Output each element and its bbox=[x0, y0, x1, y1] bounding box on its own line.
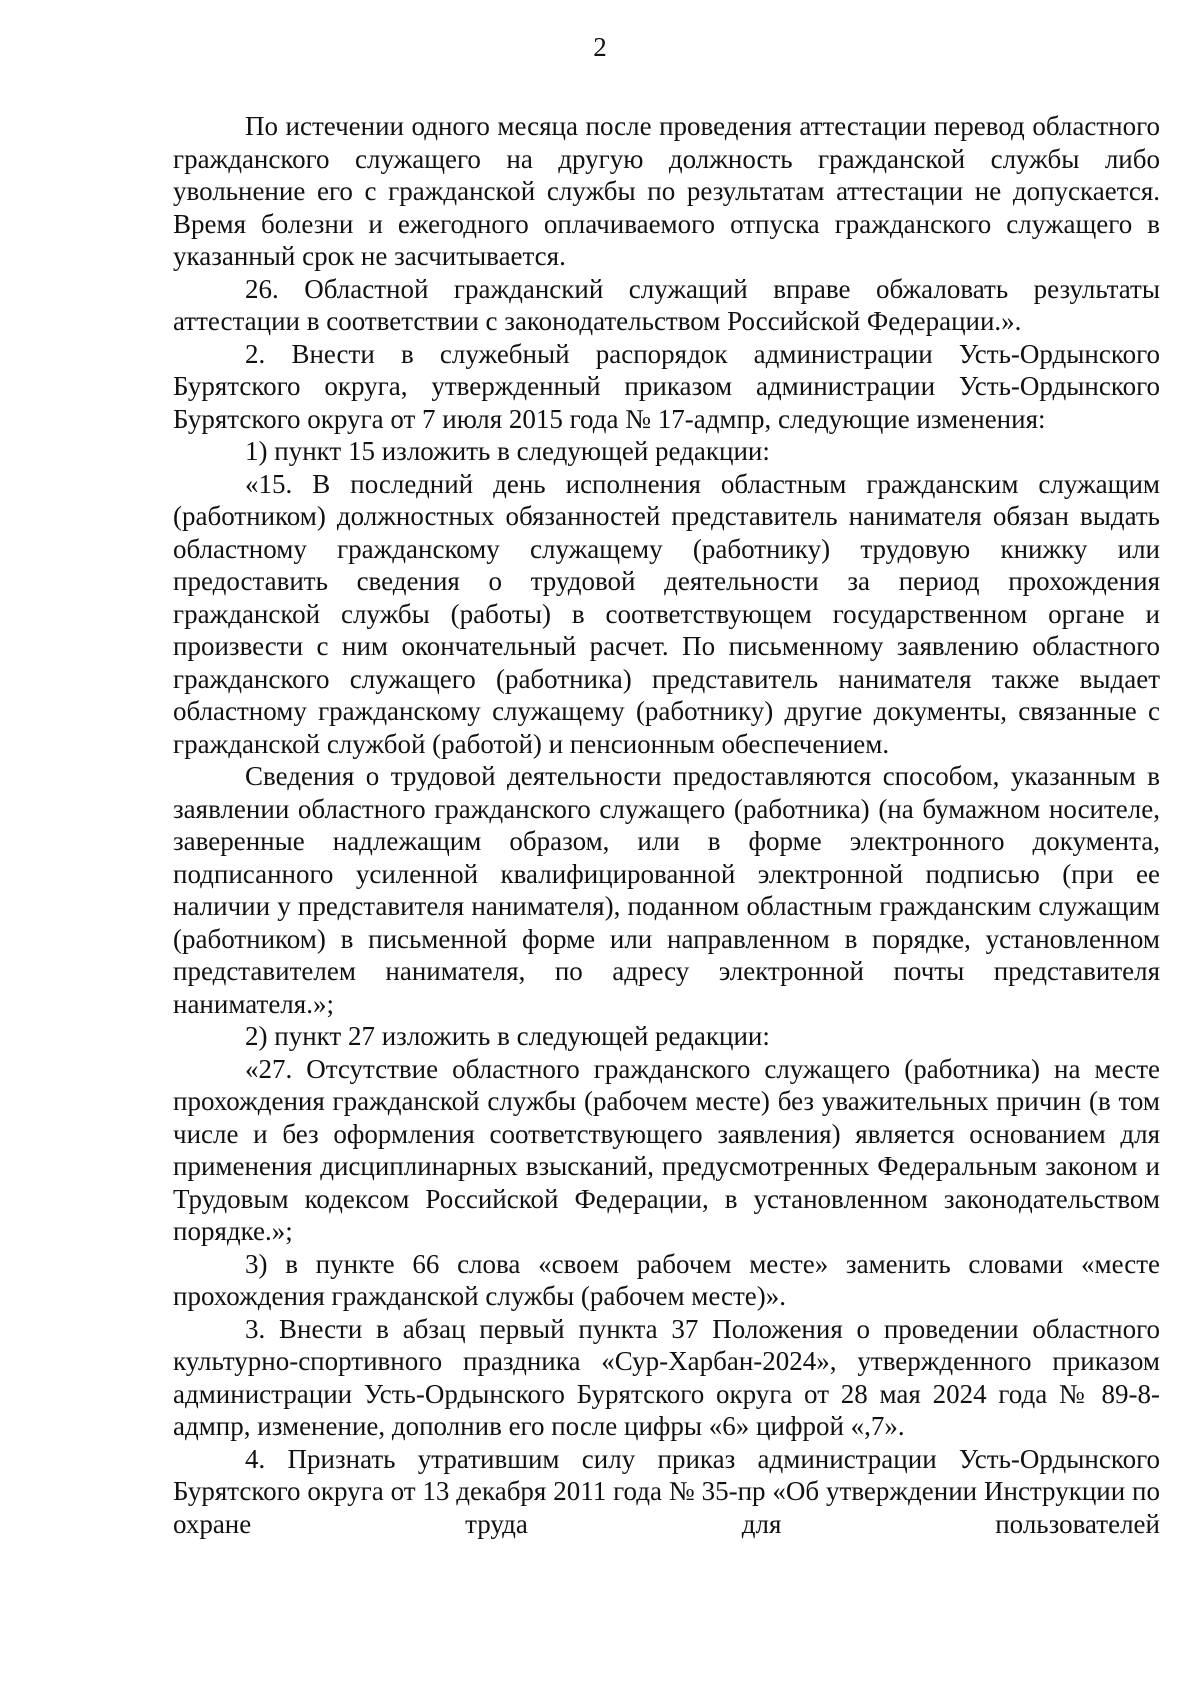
paragraph-clause-15: «15. В последний день исполнения областным гражданским служащим (работником) должностных обязанностей представитель нанимателя обязан выдать областному гражданскому служащему (работнику) трудовую книжку или предоставить сведения о трудовой деятельности за период прохождения гражданской службы (работы) в соответствующем государственном органе и произвести с ним окончательный расчет. По письменному заявлению областного гражданского служащего (работника) представитель нанимателя также выдает областному гражданскому служащему (работнику) другие документы, связанные с гражданской службой (работой) и пенсионным обеспечением. bbox=[173, 468, 1160, 759]
paragraph-subitem-1: 1) пункт 15 изложить в следующей редакции: bbox=[245, 436, 770, 466]
paragraph-clause-27: «27. Отсутствие областного гражданского служащего (работника) на месте прохождения гражданской службы (рабочем месте) без уважительных причин (в том числе и без оформления соответствующего заявления) является основанием для применения дисциплинарных взысканий, предусмотренных Федеральным законом и Трудовым кодексом Российской Федерации, в установленном законодательством порядке.»; bbox=[173, 1053, 1160, 1246]
paragraph-attestation-transfer: По истечении одного месяца после проведения аттестации перевод областного гражданского служащего на другую должность гражданской службы либо увольнение его с гражданской службы по результатам аттестации не допускается. Время болезни и ежегодного оплачиваемого отпуска гражданского служащего в указанный срок не засчитывается. bbox=[173, 111, 1160, 271]
page-number: 2 bbox=[593, 32, 607, 62]
paragraph-item-4-repeal: 4. Признать утратившим силу приказ администрации Усть-Ордынского Бурятского округа от 13 декабря 2011 года № 35-пр «Об утверждении Инструкции по охране труда для пользователей bbox=[173, 1443, 1160, 1539]
paragraph-item-2-service-rules: 2. Внести в служебный распорядок администрации Усть-Ордынского Бурятского округа, утвержденный приказом администрации Усть-Ордынского Бурятского округа от 7 июля 2015 года № 17-адмпр, следующие изменения: bbox=[173, 338, 1160, 434]
paragraph-subitem-2: 2) пункт 27 изложить в следующей редакции: bbox=[245, 1021, 770, 1051]
document-body bbox=[173, 110, 1160, 1540]
paragraph-work-info: Сведения о трудовой деятельности предоставляются способом, указанным в заявлении областного гражданского служащего (работника) (на бумажном носителе, заверенные надлежащим образом, или в форме электронного документа, подписанного усиленной квалифицированной электронной подписью (при ее наличии у представителя нанимателя), поданном областным гражданским служащим (работником) в письменной форме или направленном в порядке, установленном представителем нанимателя, по адресу электронной почты представителя нанимателя.»; bbox=[173, 761, 1160, 1019]
paragraph-subitem-3: 3) в пункте 66 слова «своем рабочем месте» заменить словами «месте прохождения гражданской службы (рабочем месте)». bbox=[173, 1248, 1160, 1311]
paragraph-item-3-festival: 3. Внести в абзац первый пункта 37 Положения о проведении областного культурно-спортивного праздника «Сур-Харбан-2024», утвержденного приказом администрации Усть-Ордынского Бурятского округа от 28 мая 2024 года № 89-8-адмпр, изменение, дополнив его после цифры «6» цифрой «,7». bbox=[173, 1313, 1160, 1441]
paragraph-appeal-attestation: 26. Областной гражданский служащий вправе обжаловать результаты аттестации в соответствии с законодательством Российской Федерации.». bbox=[173, 273, 1160, 336]
